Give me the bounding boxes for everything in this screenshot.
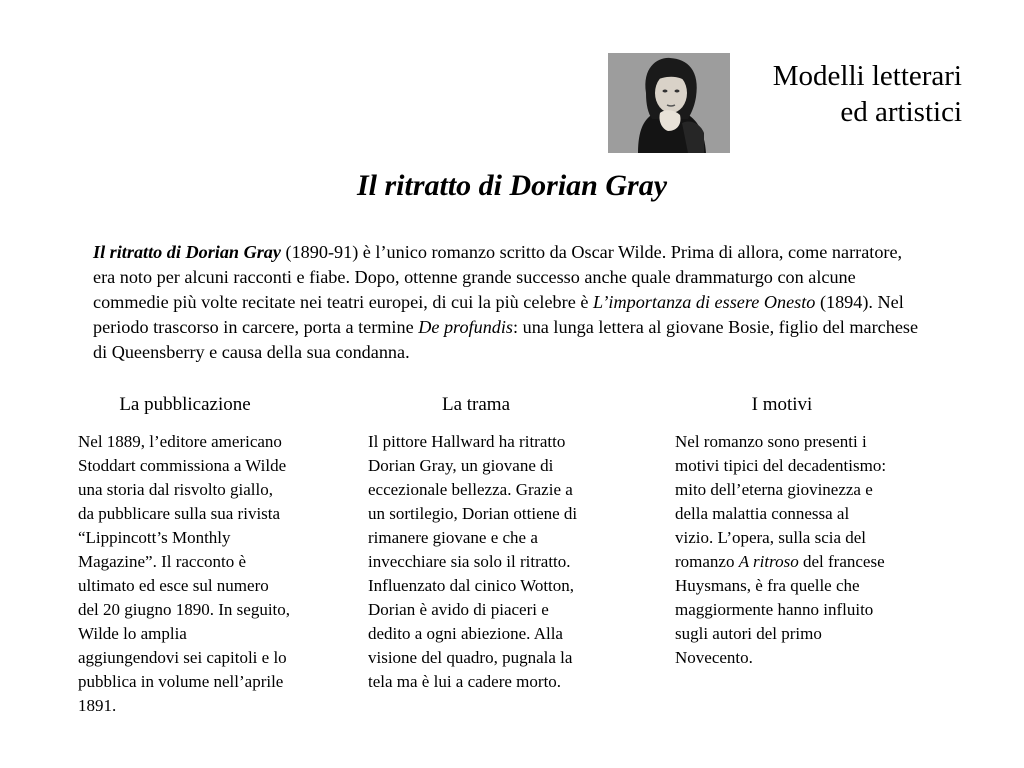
intro-book-title: Il ritratto di Dorian Gray [93, 242, 281, 262]
oscar-wilde-portrait [608, 53, 730, 153]
column-text-trama: Il pittore Hallward ha ritratto Dorian Gray, un giovane di eccezionale bellezza. Grazie a un sortilegio, Dorian ottiene di rimanere giovane e che a invecchiare sia solo il ritratto. Influenzato dal cinico Wotton, Dorian è avido di piaceri e dedito a ogni abiezione. Alla visione del quadro, pugnala la tela ma è lui a cadere morto. [368, 432, 578, 691]
section-title [773, 58, 962, 130]
section-title-line2: ed artistici [840, 96, 962, 128]
column-heading-motivi: I motivi [751, 394, 813, 415]
section-title-line1: Modelli letterari [772, 60, 962, 92]
column-text-pubblicazione: Nel 1889, l’editore americano Stoddart commissiona a Wilde una storia dal risvolto giallo, da pubblicare sulla sua rivista “Lippincott’s Monthly Magazine”. Il racconto è ultimato ed esce sul numero del 20 giugno 1890. In seguito, Wilde lo amplia aggiungendovi sei capitoli e lo pubblica in volume nell’aprile 1891. [78, 432, 291, 715]
page-title: Il ritratto di Dorian Gray [356, 169, 668, 202]
intro-text-2: (1894). Nel periodo trascorso in carcere, porta a termine [93, 292, 904, 337]
intro-text-3: : una lunga lettera al giovane Bosie, figlio del marchese di Queensberry e causa della sua condanna. [93, 317, 919, 362]
column-heading-trama: La trama [441, 394, 511, 415]
column-heading-pubblicazione: La pubblicazione [119, 394, 251, 415]
motivi-text-2: del francese Huysmans, è fra quelle che maggiormente hanno influito sugli autori del primo Novecento. [675, 552, 885, 667]
intro-italic-title-1: L’importanza di essere Onesto [592, 292, 816, 312]
intro-italic-title-2: De profundis [418, 317, 514, 337]
motivi-text-1: Nel romanzo sono presenti i motivi tipici del decadentismo: mito dell’eterna giovinezza e della malattia connessa al vizio. L’opera, sulla scia del romanzo [675, 432, 887, 571]
column-text-motivi [675, 430, 891, 670]
intro-text-1: (1890-91) è l’unico romanzo scritto da Oscar Wilde. Prima di allora, come narratore, era noto per alcuni racconti e fiabe. Dopo, ottenne grande successo anche quale drammaturgo con alcune commedie più volte recitate nei teatri europei, di cui la più celebre è [93, 242, 903, 312]
motivi-italic-title: A ritroso [738, 552, 799, 571]
intro-paragraph [93, 240, 923, 365]
